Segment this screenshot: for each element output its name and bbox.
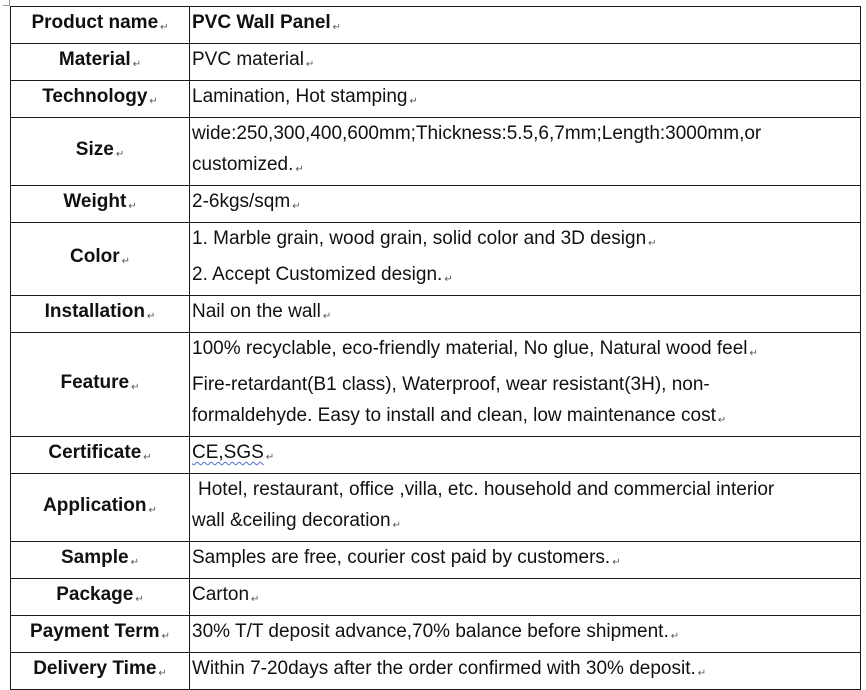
product-spec-table <box>10 6 861 690</box>
row-label: Installation ↵ <box>11 296 190 333</box>
value-line: Hotel, restaurant, office ,villa, etc. household and commercial interior <box>198 479 775 500</box>
paragraph-mark: ↵ <box>131 381 140 393</box>
paragraph-mark: ↵ <box>160 22 169 33</box>
value-line: customized. ↵ <box>192 149 858 185</box>
table-row-certificate <box>11 437 861 474</box>
paragraph-mark: ↵ <box>265 452 275 463</box>
table-row-payment-term <box>11 616 861 653</box>
paragraph-mark: ↵ <box>612 557 621 568</box>
value-line: wall &ceiling decoration ↵ <box>192 505 858 541</box>
table-row-application <box>11 474 861 542</box>
row-label: Technology ↵ <box>11 81 190 118</box>
row-value <box>190 333 861 437</box>
value-line: 100% recyclable, eco-friendly material, No glue, Natural wood feel ↵ <box>192 333 858 369</box>
row-value: Nail on the wall ↵ <box>190 296 861 333</box>
row-label: Weight ↵ <box>11 186 190 223</box>
paragraph-mark: ↵ <box>697 668 707 679</box>
row-label: Size ↵ <box>11 118 190 186</box>
row-value: Samples are free, courier cost paid by customers. ↵ <box>190 542 861 579</box>
table-row-installation <box>11 296 861 333</box>
paragraph-mark: ↵ <box>132 59 142 70</box>
row-value: Carton ↵ <box>190 579 861 616</box>
paragraph-mark: ↵ <box>670 631 680 642</box>
row-value <box>190 223 861 296</box>
paragraph-mark: ↵ <box>251 594 260 605</box>
paragraph-mark: ↵ <box>749 348 758 359</box>
paragraph-mark: ↵ <box>332 22 342 33</box>
paragraph-mark: ↵ <box>148 504 157 516</box>
table-row-material <box>11 44 861 81</box>
table-row-product-name <box>11 7 861 44</box>
paragraph-mark: ↵ <box>149 96 158 107</box>
paragraph-mark: ↵ <box>158 668 167 679</box>
paragraph-mark: ↵ <box>161 631 170 642</box>
row-value: Lamination, Hot stamping ↵ <box>190 81 861 118</box>
row-label: Certificate ↵ <box>11 437 190 474</box>
row-value: Within 7-20days after the order confirmed with 30% deposit. ↵ <box>190 653 861 690</box>
page-top-strip <box>0 0 866 5</box>
document-corner-marker <box>3 0 10 6</box>
paragraph-mark: ↵ <box>130 557 139 568</box>
row-label: Sample ↵ <box>11 542 190 579</box>
paragraph-mark: ↵ <box>135 594 144 605</box>
row-value: PVC material ↵ <box>190 44 861 81</box>
paragraph-mark: ↵ <box>648 238 657 249</box>
value-line: Fire-retardant(B1 class), Waterproof, wear resistant(3H), non- <box>192 374 710 395</box>
paragraph-mark: ↵ <box>143 452 152 463</box>
paragraph-mark: ↵ <box>128 201 137 212</box>
table-row-feature <box>11 333 861 437</box>
paragraph-mark: ↵ <box>305 59 315 70</box>
table-row-weight <box>11 186 861 223</box>
row-value <box>190 118 861 186</box>
paragraph-mark: ↵ <box>115 148 125 160</box>
table-row-color <box>11 223 861 296</box>
row-label: Delivery Time ↵ <box>11 653 190 690</box>
row-value <box>190 474 861 542</box>
value-line: 2. Accept Customized design. ↵ <box>192 259 858 295</box>
paragraph-mark: ↵ <box>121 256 130 267</box>
row-value: PVC Wall Panel ↵ <box>190 7 861 44</box>
row-value: 30% T/T deposit advance,70% balance before shipment. ↵ <box>190 616 861 653</box>
paragraph-mark: ↵ <box>295 164 304 175</box>
value-line: 1. Marble grain, wood grain, solid color and 3D design ↵ <box>192 223 858 259</box>
row-value: 2-6kgs/sqm ↵ <box>190 186 861 223</box>
row-label: Application ↵ <box>11 474 190 542</box>
row-label: Product name ↵ <box>11 7 190 44</box>
paragraph-mark: ↵ <box>409 96 418 107</box>
paragraph-mark: ↵ <box>146 311 156 322</box>
paragraph-mark: ↵ <box>717 415 727 426</box>
table-row-package <box>11 579 861 616</box>
row-label: Color ↵ <box>11 223 190 296</box>
row-label: Package ↵ <box>11 579 190 616</box>
paragraph-mark: ↵ <box>322 311 332 322</box>
row-value <box>190 437 861 474</box>
table-row-technology <box>11 81 861 118</box>
value-line: formaldehyde. Easy to install and clean, low maintenance cost ↵ <box>192 400 858 436</box>
paragraph-mark: ↵ <box>444 274 453 285</box>
table-row-delivery-time <box>11 653 861 690</box>
row-label: Payment Term ↵ <box>11 616 190 653</box>
table-row-size <box>11 118 861 186</box>
row-label: Material ↵ <box>11 44 190 81</box>
spellcheck-underlined-text: CE,SGS <box>192 442 264 463</box>
paragraph-mark: ↵ <box>292 201 301 212</box>
value-line: wide:250,300,400,600mm;Thickness:5.5,6,7mm;Length:3000mm,or <box>192 123 762 144</box>
row-label: Feature ↵ <box>11 333 190 437</box>
table-row-sample <box>11 542 861 579</box>
paragraph-mark: ↵ <box>392 520 401 531</box>
